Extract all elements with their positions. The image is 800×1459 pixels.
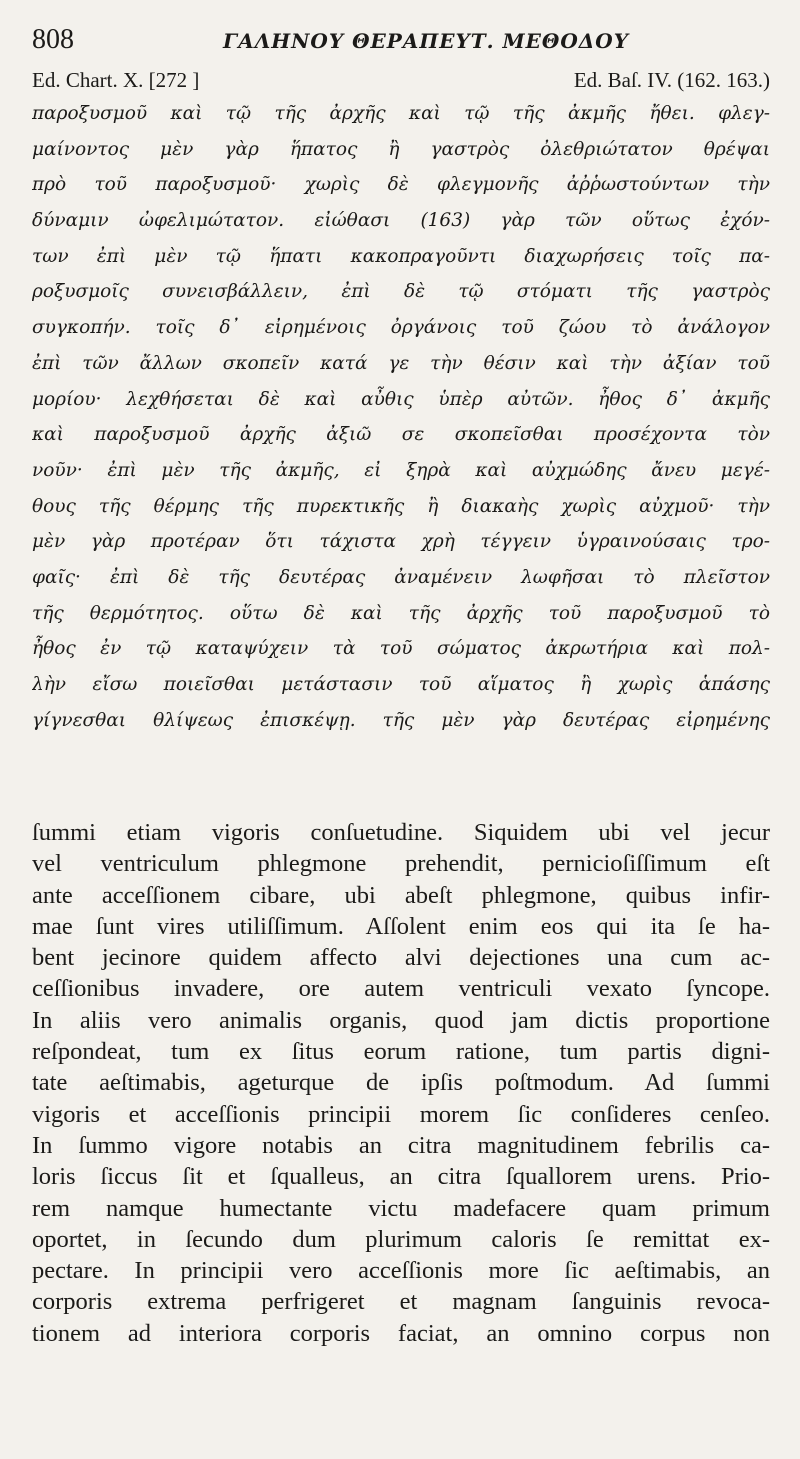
latin-text-block — [32, 817, 770, 1349]
latin-line: bent jecinore quidem affecto alvi dejectiones una cum ac- — [32, 944, 770, 972]
latin-line: tate aeſtimabis, ageturque de ipſis poſtmodum. Ad ſummi — [32, 1069, 770, 1097]
greek-line: ἐπὶ τῶν ἄλλων σκοπεῖν κατά γε τὴν θέσιν καὶ τὴν ἀξίαν τοῦ — [32, 352, 770, 374]
greek-line: μορίου· λεχθήσεται δὲ καὶ αὖθις ὑπὲρ αὐτῶν. ἦθος δ᾽ ἀκμῆς — [32, 388, 770, 410]
greek-line: ἦθος ἐν τῷ καταψύχειν τὰ τοῦ σώματος ἀκρωτήρια καὶ πολ- — [32, 638, 770, 660]
latin-line: corporis extrema perfrigeret et magnam ſanguinis revoca- — [32, 1288, 770, 1316]
latin-line: oportet, in ſecundo dum plurimum caloris ſe remittat ex- — [32, 1225, 770, 1253]
greek-line: φαῖς· ἐπὶ δὲ τῆς δευτέρας ἀναμένειν λωφῆσαι τὸ πλεῖστον — [32, 566, 770, 588]
latin-line: In aliis vero animalis organis, quod jam dictis proportione — [32, 1006, 770, 1034]
greek-line: νοῦν· ἐπὶ μὲν τῆς ἀκμῆς, εἰ ξηρὰ καὶ αὐχμώδης ἄνευ μεγέ- — [32, 459, 770, 481]
latin-line: rem namque humectante victu madefacere quam primum — [32, 1194, 770, 1222]
latin-line: ceſſionibus invadere, ore autem ventriculi vexato ſyncope. — [32, 975, 770, 1003]
greek-line: γίγνεσθαι θλίψεως ἐπισκέψῃ. τῆς μὲν γὰρ δευτέρας εἰρημένης — [32, 709, 770, 731]
greek-line: συγκοπήν. τοῖς δ᾽ εἰρημένοις ὀργάνοις τοῦ ζώου τὸ ἀνάλογον — [32, 317, 770, 339]
greek-line: παροξυσμοῦ καὶ τῷ τῆς ἀρχῆς καὶ τῷ τῆς ἀκμῆς ἤθει. φλεγ- — [32, 103, 770, 124]
edition-chartier-ref: Ed. Chart. X. [272 ] — [32, 68, 200, 92]
greek-line: των ἐπὶ μὲν τῷ ἥπατι κακοπραγοῦντι διαχωρήσεις τοῖς πα- — [32, 245, 770, 267]
latin-line: In ſummo vigore notabis an citra magnitudinem febrilis ca- — [32, 1131, 770, 1159]
greek-line: θους τῆς θέρμης τῆς πυρεκτικῆς ἢ διακαὴς χωρὶς αὐχμοῦ· τὴν — [32, 495, 770, 517]
latin-line: reſpondeat, tum ex ſitus eorum ratione, tum partis digni- — [32, 1038, 770, 1066]
greek-line: ροξυσμοῖς συνεισβάλλειν, ἐπὶ δὲ τῷ στόματι τῆς γαστρὸς — [32, 281, 770, 303]
greek-line: πρὸ τοῦ παροξυσμοῦ· χωρὶς δὲ φλεγμονῆς ἀῤῥωστούντων τὴν — [32, 174, 770, 196]
latin-line: loris ſiccus ſit et ſqualleus, an citra ſquallorem urens. Prio- — [32, 1163, 770, 1191]
latin-line: mae ſunt vires utiliſſimum. Aſſolent enim eos qui ita ſe ha- — [32, 912, 770, 940]
latin-line: tionem ad interiora corporis faciat, an omnino corpus non — [32, 1319, 770, 1347]
greek-line: μαίνοντος μὲν γὰρ ἥπατος ἢ γαστρὸς ὀλεθριώτατον θρέψαι — [32, 138, 770, 160]
latin-line: vel ventriculum phlegmone prehendit, pernicioſiſſimum eſt — [32, 850, 770, 878]
greek-line: τῆς θερμότητος. οὕτω δὲ καὶ τῆς ἀρχῆς τοῦ παροξυσμοῦ τὸ — [32, 602, 770, 624]
page-number: 808 — [32, 24, 74, 55]
edition-reference-line — [32, 66, 770, 94]
greek-line: δύναμιν ὠφελιμώτατον. εἰώθασι (163) γὰρ τῶν οὕτως ἐχόν- — [32, 210, 770, 232]
latin-line: ſummi etiam vigoris conſuetudine. Siquidem ubi vel jecur — [32, 819, 770, 846]
running-title: ΓΑΛΗΝΟΥ ΘΕΡΑΠΕΥΤ. ΜΕΘΟΔΟΥ — [223, 29, 629, 53]
greek-line: καὶ παροξυσμοῦ ἀρχῆς ἀξιῶ σε σκοπεῖσθαι προσέχοντα τὸν — [32, 424, 770, 446]
latin-line: ante acceſſionem cibare, ubi abeſt phlegmone, quibus infir- — [32, 881, 770, 909]
greek-line: λὴν εἴσω ποιεῖσθαι μετάστασιν τοῦ αἵματος ἢ χωρὶς ἁπάσης — [32, 674, 770, 695]
page — [32, 24, 770, 1347]
edition-basel-ref: Ed. Baſ. IV. (162. 163.) — [573, 68, 770, 92]
latin-line: pectare. In principii vero acceſſionis more ſic aeſtimabis, an — [32, 1257, 770, 1285]
greek-line: μὲν γὰρ προτέραν ὅτι τάχιστα χρὴ τέγγειν ὑγραινούσαις τρο- — [32, 531, 770, 553]
running-head — [32, 24, 770, 66]
greek-text-block — [32, 96, 770, 738]
latin-line: vigoris et acceſſionis principii morem ſic conſideres cenſeo. — [32, 1100, 770, 1128]
